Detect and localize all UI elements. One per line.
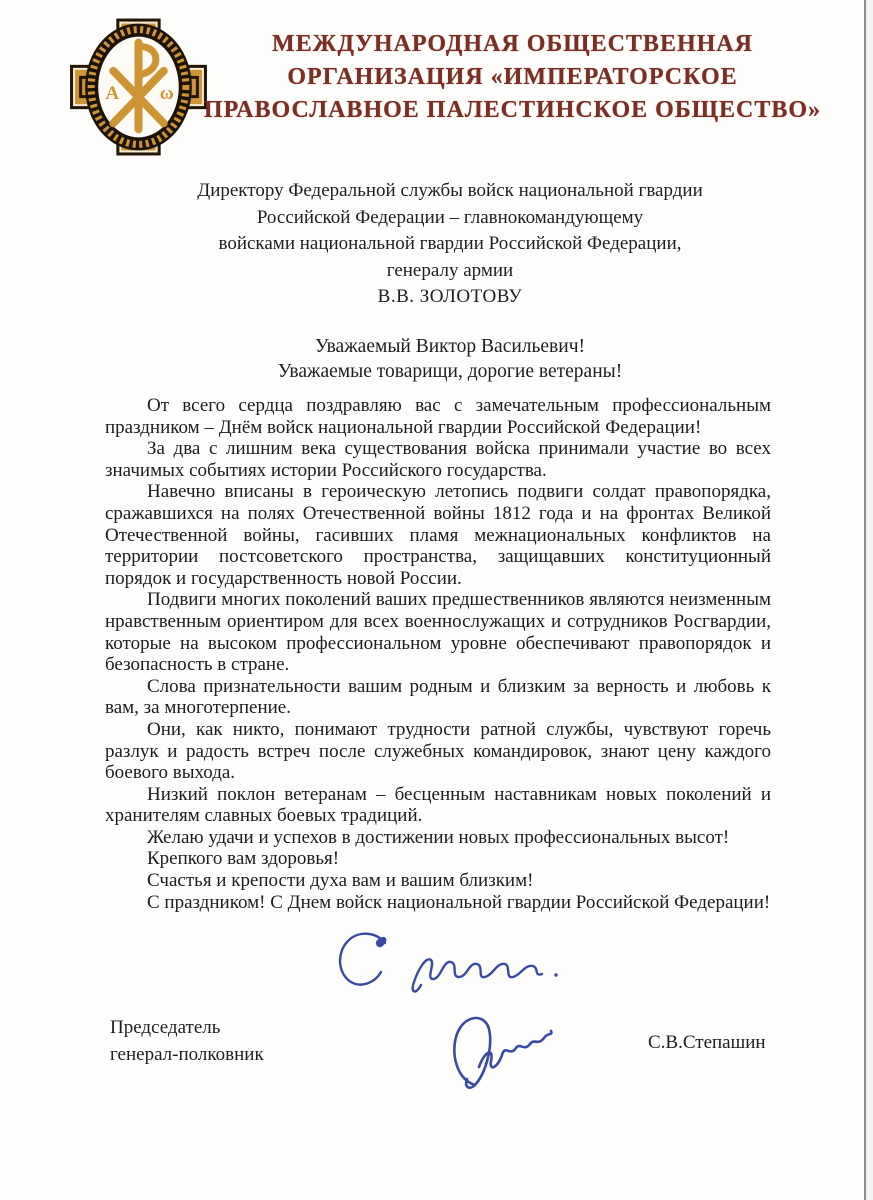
- scan-edge-strip: [866, 0, 873, 1200]
- emblem-omega-letter: ω: [159, 83, 174, 105]
- body-wish-line: Крепкого вам здоровья!: [147, 848, 340, 870]
- org-name-heading: [185, 28, 840, 127]
- salutation-line-1: Уважаемый Виктор Васильевич!: [314, 336, 586, 357]
- body-paragraph: За два с лишним века существования войска принимали участие во всех значимых событиях истории Российского государства.: [105, 438, 771, 481]
- addressee-block: [120, 178, 780, 311]
- addressee-line-4: генералу армии: [386, 259, 514, 281]
- salutation-line-2: Уважаемые товарищи, дорогие ветераны!: [277, 361, 623, 382]
- addressee-line-1: Директору Федеральной службы войск национальной гвардии: [197, 180, 703, 201]
- org-name-line-2: ОРГАНИЗАЦИЯ «ИМПЕРАТОРСКОЕ: [287, 64, 738, 90]
- emblem-alpha-letter: А: [105, 83, 120, 105]
- addressee-name: В.В. ЗОЛОТОВУ: [377, 286, 523, 307]
- body-paragraph: Навечно вписаны в героическую летопись подвиги солдат правопорядка, сражавшихся на полях Отечественной войны 1812 года и на фронтах Великой Отечественной войны, гасивших пламя межнациональных конфликтов на территории постсоветского пространства, защищавших конституционный порядок и государственность новой России.: [105, 481, 771, 589]
- signer-position-line-1: Председатель: [110, 1017, 221, 1038]
- signer-position-line-2: генерал-полковник: [110, 1044, 264, 1065]
- body-wish-line: С праздником! С Днем войск национальной гвардии Российской Федерации!: [147, 891, 771, 913]
- org-name-line-3: ПРАВОСЛАВНОЕ ПАЛЕСТИНСКОЕ ОБЩЕСТВО»: [203, 97, 822, 123]
- body-paragraph: Низкий поклон ветеранам – бесценным наставникам новых поколений и хранителям славных боевых традиций.: [105, 783, 771, 827]
- body-paragraph: Слова признательности вашим родным и близким за верность и любовь к вам, за многотерпение.: [105, 675, 771, 719]
- body-paragraph: От всего сердца поздравляю вас с замечательным профессиональным праздником – Днём войск национальной гвардии Российской Федерации!: [105, 395, 771, 438]
- org-name-line-1: МЕЖДУНАРОДНАЯ ОБЩЕСТВЕННАЯ: [272, 31, 753, 57]
- letter-body: [105, 395, 771, 913]
- body-wish-line: Счастья и крепости духа вам и вашим близким!: [147, 870, 534, 892]
- body-paragraph: Они, как никто, понимают трудности ратной службы, чувствуют горечь разлук и радость встреч после служебных командировок, знают цену каждого боевого выхода.: [105, 718, 771, 784]
- signer-position: [110, 1014, 264, 1068]
- addressee-line-2: Российской Федерации – главнокомандующему: [256, 206, 644, 228]
- body-paragraph: Подвиги многих поколений ваших предшественников являются неизменным нравственным ориентиром для всех военнослужащих и сотрудников Росгвардии, которые на высоком профессиональном уровне обеспечивают правопорядок и безопасность в стране.: [105, 589, 771, 676]
- handwritten-signature: [445, 1005, 563, 1097]
- handwritten-closing: [325, 925, 575, 1005]
- addressee-line-3: войсками национальной гвардии Российской Федерации,: [218, 233, 682, 254]
- body-wish-line: Желаю удачи и успехов в достижении новых профессиональных высот!: [147, 826, 730, 848]
- salutation-block: [120, 334, 780, 384]
- signer-name: С.В.Степашин: [648, 1032, 766, 1053]
- scan-edge-line: [864, 0, 866, 1200]
